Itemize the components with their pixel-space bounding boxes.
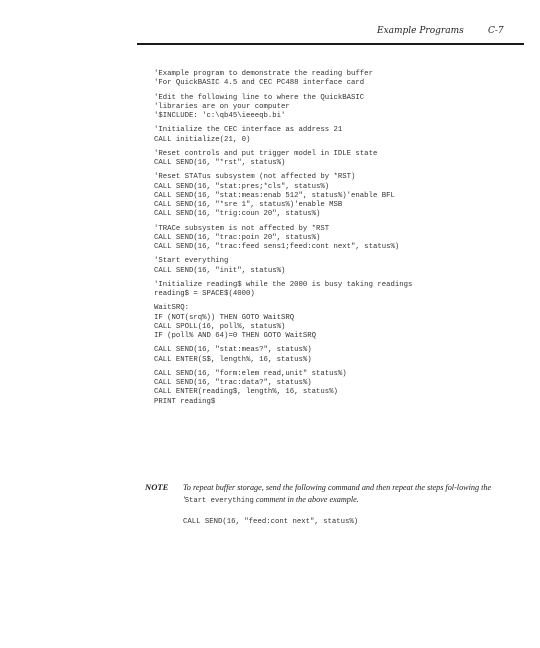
code-block-read-data: [154, 370, 514, 407]
code-line: 'Reset controls and put trigger model in IDLE state: [154, 149, 378, 158]
code-line: CALL SEND(16, "*sre 1", status%)'enable MSB: [154, 201, 343, 209]
header-page-number: C-7: [488, 26, 504, 36]
code-line: CALL ENTER(S$, length%, 16, status%): [154, 355, 312, 364]
code-block-trace: [154, 225, 514, 253]
note-text-code: Start everything: [184, 497, 254, 505]
code-line: CALL SEND(16, "form:elem read,unit" status%): [154, 369, 347, 378]
code-block-wait-srq: [154, 304, 514, 341]
code-line: CALL SEND(16, "init", status%): [154, 266, 286, 275]
code-line: CALL SEND(16, "stat:pres;*cls", status%): [154, 182, 330, 191]
code-line: CALL SEND(16, "stat:meas:enab 512", status%)'enable BFL: [154, 191, 395, 200]
header-rule: [137, 43, 524, 45]
code-line: 'Start everything: [154, 257, 229, 266]
header-title: Example Programs: [377, 26, 464, 36]
code-block-initialize: [154, 126, 514, 144]
note-label: NOTE: [145, 482, 169, 492]
code-line: CALL SEND(16, "*rst", status%): [154, 159, 286, 168]
code-line: CALL SEND(16, "trac:data?", status%): [154, 379, 312, 388]
code-line: WaitSRQ:: [154, 304, 190, 313]
note-text-before: To repeat buffer storage, send the following command and then repeat the steps fol-lowing the ': [183, 483, 492, 504]
code-block-reset: [154, 150, 514, 168]
page-header: [0, 24, 540, 40]
code-line: reading$ = SPACE$(4000): [154, 290, 255, 299]
code-line: CALL SPOLL(16, poll%, status%): [154, 322, 286, 331]
code-line: CALL initialize(21, 0): [154, 135, 251, 144]
code-line: 'libraries are on your computer: [154, 102, 290, 111]
code-block-start: [154, 257, 514, 275]
code-line: 'Initialize the CEC interface as address 21: [154, 126, 343, 135]
code-line: 'Example program to demonstrate the reading buffer: [154, 70, 373, 78]
code-block-intro: [154, 70, 514, 88]
note-text: [183, 482, 513, 507]
code-line: CALL SEND(16, "trac:feed sens1;feed:cont next", status%): [154, 242, 400, 251]
code-block-meas-status: [154, 346, 514, 364]
code-line: PRINT reading$: [154, 397, 216, 406]
code-line: CALL SEND(16, "trac:poin 20", status%): [154, 233, 321, 242]
code-line: CALL SEND(16, "stat:meas?", status%): [154, 346, 312, 355]
note-text-after: comment in the above example.: [253, 495, 359, 504]
code-line: 'Initialize reading$ while the 2000 is busy taking readings: [154, 280, 413, 289]
code-line: CALL SEND(16, "trig:coun 20", status%): [154, 210, 321, 219]
code-line: 'Edit the following line to where the QuickBASIC: [154, 93, 365, 102]
code-block-include: [154, 94, 514, 122]
code-block-status: [154, 173, 514, 219]
code-line: CALL ENTER(reading$, length%, 16, status%): [154, 388, 338, 397]
code-line: IF (NOT(srq%)) THEN GOTO WaitSRQ: [154, 313, 295, 322]
code-line: 'TRACe subsystem is not affected by *RST: [154, 224, 330, 233]
code-line: IF (poll% AND 64)=0 THEN GOTO WaitSRQ: [154, 332, 317, 340]
code-line: 'Reset STATus subsystem (not affected by *RST): [154, 173, 356, 182]
note-code-line: CALL SEND(16, "feed:cont next", status%): [183, 518, 359, 526]
code-block-reading-buffer: [154, 281, 514, 299]
code-line: '$INCLUDE: 'c:\qb45\ieeeqb.bi': [154, 111, 286, 120]
code-line: 'For QuickBASIC 4.5 and CEC PC488 interface card: [154, 79, 365, 88]
code-listing: [154, 70, 514, 412]
